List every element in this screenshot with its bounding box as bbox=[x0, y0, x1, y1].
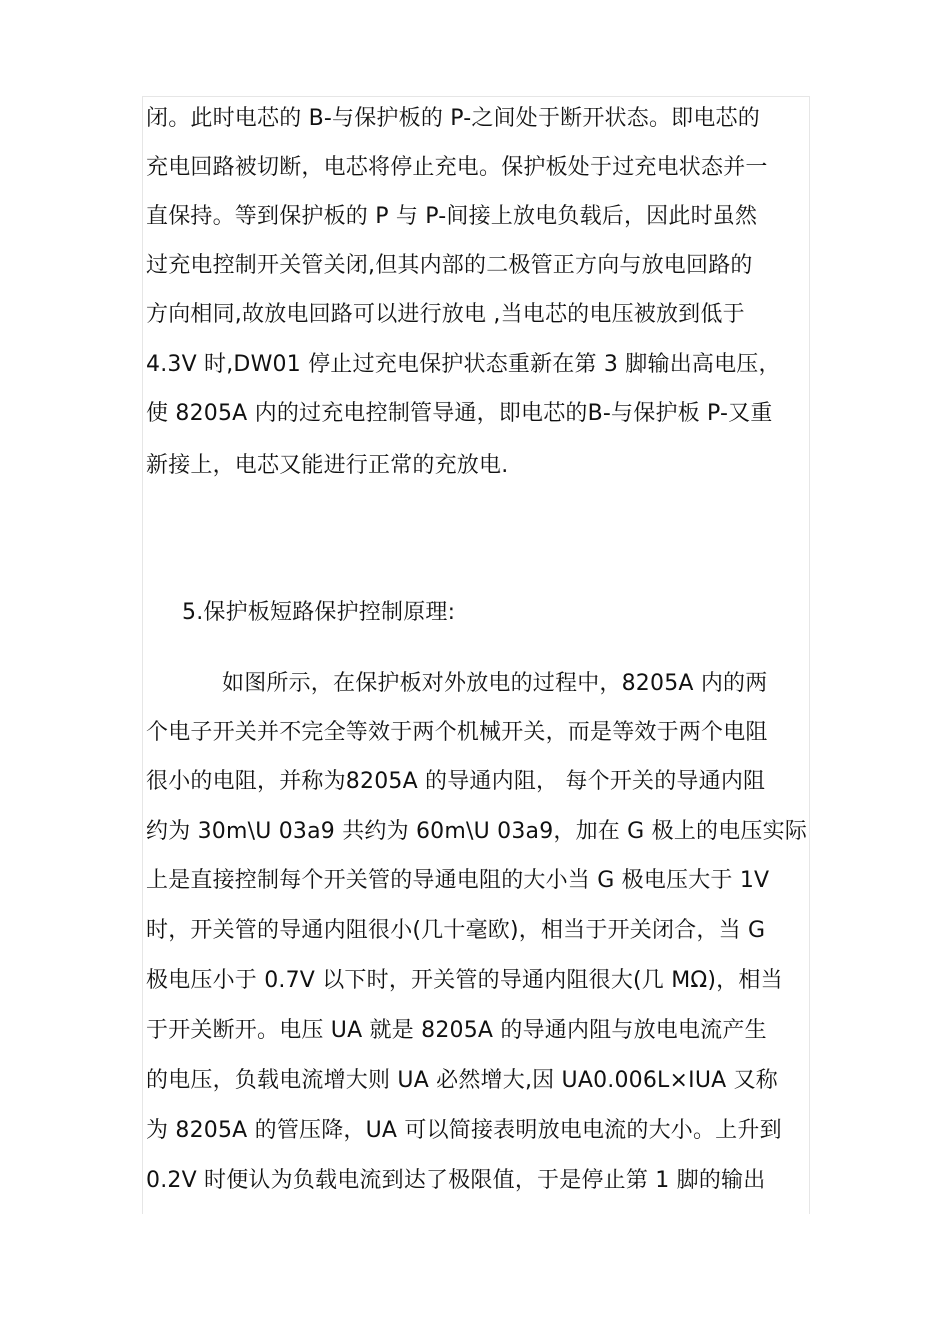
paragraph-line: 新接上，电芯又能进行正常的充放电. bbox=[146, 453, 509, 478]
paragraph-line: 的电压，负载电流增大则 UA 必然增大,因 UA0.006L×IUA 又称 bbox=[146, 1068, 778, 1093]
paragraph-line: 很小的电阻，并称为8205A 的导通内阻， 每个开关的导通内阻 bbox=[146, 769, 766, 794]
paragraph-line: 个电子开关并不完全等效于两个机械开关，而是等效于两个电阻 bbox=[146, 720, 768, 745]
paragraph-line: 时，开关管的导通内阻很小(几十毫欧)，相当于开关闭合，当 G bbox=[146, 918, 766, 943]
paragraph-line: 方向相同,故放电回路可以进行放电 ,当电芯的电压被放到低于 bbox=[146, 302, 745, 327]
paragraph-line: 4.3V 时,DW01 停止过充电保护状态重新在第 3 脚输出高电压， bbox=[146, 352, 781, 377]
page-frame-left bbox=[142, 96, 143, 1214]
paragraph-line: 如图所示，在保护板对外放电的过程中，8205A 内的两 bbox=[222, 671, 768, 696]
paragraph-line: 直保持。等到保护板的 P 与 P-间接上放电负载后，因此时虽然 bbox=[146, 204, 758, 229]
paragraph-line: 上是直接控制每个开关管的导通电阻的大小当 G 极电压大于 1V bbox=[146, 868, 770, 893]
paragraph-line: 于开关断开。电压 UA 就是 8205A 的导通内阻与放电电流产生 bbox=[146, 1018, 767, 1043]
paragraph-line: 0.2V 时便认为负载电流到达了极限值，于是停止第 1 脚的输出 bbox=[146, 1168, 766, 1193]
section-heading: 5.保护板短路保护控制原理: bbox=[182, 600, 456, 625]
paragraph-line: 极电压小于 0.7V 以下时，开关管的导通内阻很大(几 MΩ)，相当 bbox=[146, 968, 783, 993]
paragraph-line: 约为 30m\U 03a9 共约为 60m\U 03a9，加在 G 极上的电压实际 bbox=[146, 819, 808, 844]
paragraph-line: 使 8205A 内的过充电控制管导通，即电芯的B-与保护板 P-又重 bbox=[146, 401, 773, 426]
paragraph-line: 为 8205A 的管压降，UA 可以简接表明放电电流的大小。上升到 bbox=[146, 1118, 782, 1143]
paragraph-line: 闭。此时电芯的 B-与保护板的 P-之间处于断开状态。即电芯的 bbox=[146, 106, 760, 131]
page-frame-top bbox=[142, 96, 810, 97]
paragraph-line: 充电回路被切断，电芯将停止充电。保护板处于过充电状态并一 bbox=[146, 155, 768, 180]
paragraph-line: 过充电控制开关管关闭,但其内部的二极管正方向与放电回路的 bbox=[146, 253, 753, 278]
